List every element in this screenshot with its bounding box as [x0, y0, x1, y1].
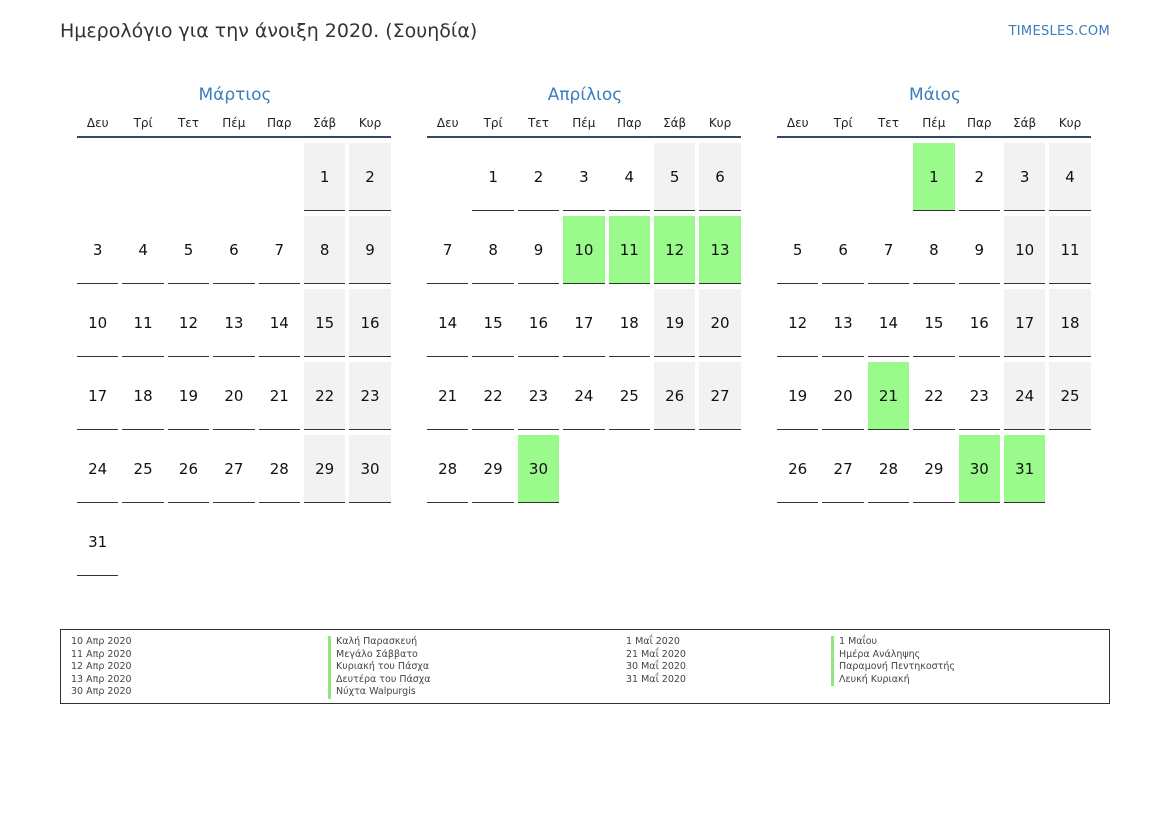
- day-cell: 22: [304, 362, 345, 430]
- legend-entry: Νύχτα Walpurgis: [328, 686, 431, 699]
- holiday-day-cell: 31: [1004, 435, 1045, 503]
- weekday-label: Τετ: [177, 116, 199, 130]
- day-cell: 16: [349, 289, 390, 357]
- weekday-label: Τετ: [877, 116, 899, 130]
- day-cell: 6: [213, 216, 254, 284]
- legend-names-1: [328, 636, 431, 699]
- empty-cell: [213, 143, 254, 211]
- month-april: [427, 84, 743, 503]
- day-cell: 22: [472, 362, 513, 430]
- holiday-day-cell: 11: [609, 216, 650, 284]
- weekday-label: Κυρ: [708, 116, 732, 130]
- weekday-label: Παρ: [266, 116, 292, 130]
- day-cell: 8: [913, 216, 954, 284]
- day-cell: 4: [122, 216, 163, 284]
- day-cell: 14: [427, 289, 468, 357]
- holiday-day-cell: 30: [959, 435, 1000, 503]
- day-cell: 26: [654, 362, 695, 430]
- day-cell: 23: [518, 362, 559, 430]
- weekday-label: Δευ: [86, 116, 109, 130]
- empty-cell: [868, 143, 909, 211]
- holiday-day-cell: 12: [654, 216, 695, 284]
- weekday-label: Δευ: [436, 116, 459, 130]
- legend-dates-2: [626, 636, 686, 686]
- day-cell: 2: [959, 143, 1000, 211]
- page-title: Ημερολόγιο για την άνοιξη 2020. (Σουηδία): [60, 20, 478, 42]
- weekday-label: Πέμ: [572, 116, 596, 130]
- day-cell: 7: [427, 216, 468, 284]
- day-cell: 24: [77, 435, 118, 503]
- legend-entry: Παραμονή Πεντηκοστής: [831, 661, 955, 674]
- day-grid: [77, 143, 393, 576]
- day-cell: 20: [213, 362, 254, 430]
- weekday-label: Δευ: [786, 116, 809, 130]
- day-cell: 25: [122, 435, 163, 503]
- legend-dates-1: [71, 636, 132, 699]
- legend-entry: 21 Μαΐ 2020: [626, 648, 686, 660]
- day-cell: 11: [1049, 216, 1090, 284]
- day-cell: 25: [609, 362, 650, 430]
- legend-entry: 1 Μαΐ 2020: [626, 636, 680, 647]
- day-cell: 15: [472, 289, 513, 357]
- day-cell: 28: [427, 435, 468, 503]
- legend-entry: Λευκή Κυριακή: [831, 674, 955, 687]
- day-cell: 5: [654, 143, 695, 211]
- weekday-label: Σάβ: [1013, 116, 1037, 130]
- day-cell: 19: [777, 362, 818, 430]
- day-cell: 5: [777, 216, 818, 284]
- day-grid: [427, 143, 743, 503]
- day-cell: 29: [472, 435, 513, 503]
- holiday-day-cell: 30: [518, 435, 559, 503]
- empty-cell: [427, 143, 468, 211]
- month-name: Απρίλιος: [547, 85, 623, 105]
- day-cell: 2: [349, 143, 390, 211]
- legend-entry: Δευτέρα του Πάσχα: [328, 674, 431, 687]
- empty-cell: [77, 143, 118, 211]
- day-cell: 20: [699, 289, 740, 357]
- weekday-header: [777, 116, 1091, 138]
- day-cell: 1: [472, 143, 513, 211]
- day-cell: 8: [304, 216, 345, 284]
- legend-entry: Ημέρα Ανάληψης: [831, 649, 955, 662]
- day-cell: 12: [168, 289, 209, 357]
- empty-cell: [822, 143, 863, 211]
- day-cell: 19: [654, 289, 695, 357]
- legend-entry: 13 Απρ 2020: [71, 673, 132, 685]
- month-may: [777, 84, 1093, 503]
- weekday-label: Τρί: [833, 116, 853, 130]
- day-cell: 14: [868, 289, 909, 357]
- weekday-header: [77, 116, 391, 138]
- day-cell: 16: [518, 289, 559, 357]
- day-cell: 8: [472, 216, 513, 284]
- day-cell: 26: [168, 435, 209, 503]
- day-cell: 10: [1004, 216, 1045, 284]
- day-cell: 22: [913, 362, 954, 430]
- day-cell: 14: [259, 289, 300, 357]
- day-cell: 13: [822, 289, 863, 357]
- day-cell: 30: [349, 435, 390, 503]
- brand-link[interactable]: TIMESLES.COM: [1008, 24, 1110, 39]
- day-grid: [777, 143, 1093, 503]
- day-cell: 4: [609, 143, 650, 211]
- day-cell: 28: [868, 435, 909, 503]
- day-cell: 17: [1004, 289, 1045, 357]
- weekday-label: Τρί: [483, 116, 503, 130]
- holiday-day-cell: 10: [563, 216, 604, 284]
- legend-entry: 31 Μαΐ 2020: [626, 673, 686, 685]
- day-cell: 26: [777, 435, 818, 503]
- weekday-label: Σάβ: [663, 116, 687, 130]
- weekday-label: Πέμ: [222, 116, 246, 130]
- day-cell: 24: [1004, 362, 1045, 430]
- day-cell: 7: [868, 216, 909, 284]
- empty-cell: [777, 143, 818, 211]
- day-cell: 9: [959, 216, 1000, 284]
- day-cell: 24: [563, 362, 604, 430]
- day-cell: 27: [699, 362, 740, 430]
- month-name: Μάιος: [908, 85, 961, 105]
- day-cell: 10: [77, 289, 118, 357]
- holiday-day-cell: 21: [868, 362, 909, 430]
- weekday-label: Κυρ: [1058, 116, 1082, 130]
- day-cell: 27: [822, 435, 863, 503]
- day-cell: 23: [349, 362, 390, 430]
- legend-names-2: [831, 636, 955, 686]
- day-cell: 31: [77, 508, 118, 576]
- weekday-label: Τετ: [527, 116, 549, 130]
- day-cell: 17: [563, 289, 604, 357]
- month-march: [77, 84, 393, 576]
- day-cell: 16: [959, 289, 1000, 357]
- day-cell: 5: [168, 216, 209, 284]
- day-cell: 4: [1049, 143, 1090, 211]
- day-cell: 29: [304, 435, 345, 503]
- day-cell: 25: [1049, 362, 1090, 430]
- day-cell: 9: [518, 216, 559, 284]
- legend-entry: 30 Μαΐ 2020: [626, 661, 686, 672]
- empty-cell: [122, 143, 163, 211]
- weekday-label: Τρί: [133, 116, 153, 130]
- legend-entry: 11 Απρ 2020: [71, 648, 132, 660]
- day-cell: 28: [259, 435, 300, 503]
- weekday-label: Πέμ: [922, 116, 946, 130]
- day-cell: 18: [122, 362, 163, 430]
- day-cell: 9: [349, 216, 390, 284]
- day-cell: 3: [1004, 143, 1045, 211]
- day-cell: 7: [259, 216, 300, 284]
- day-cell: 18: [609, 289, 650, 357]
- day-cell: 27: [213, 435, 254, 503]
- weekday-label: Σάβ: [313, 116, 337, 130]
- weekday-header: [427, 116, 741, 138]
- day-cell: 12: [777, 289, 818, 357]
- day-cell: 6: [699, 143, 740, 211]
- legend-entry: 30 Απρ 2020: [71, 686, 132, 697]
- day-cell: 11: [122, 289, 163, 357]
- day-cell: 2: [518, 143, 559, 211]
- day-cell: 19: [168, 362, 209, 430]
- day-cell: 23: [959, 362, 1000, 430]
- weekday-label: Κυρ: [358, 116, 382, 130]
- holiday-day-cell: 13: [699, 216, 740, 284]
- legend-entry: Κυριακή του Πάσχα: [328, 661, 431, 674]
- day-cell: 29: [913, 435, 954, 503]
- legend-entry: 10 Απρ 2020: [71, 636, 132, 647]
- day-cell: 3: [563, 143, 604, 211]
- day-cell: 3: [77, 216, 118, 284]
- month-name: Μάρτιος: [198, 85, 272, 105]
- weekday-label: Παρ: [616, 116, 642, 130]
- day-cell: 1: [304, 143, 345, 211]
- legend-entry: 1 Μαΐου: [831, 636, 955, 649]
- empty-cell: [168, 143, 209, 211]
- day-cell: 21: [427, 362, 468, 430]
- empty-cell: [259, 143, 300, 211]
- day-cell: 13: [213, 289, 254, 357]
- legend-entry: 12 Απρ 2020: [71, 661, 132, 672]
- holiday-day-cell: 1: [913, 143, 954, 211]
- weekday-label: Παρ: [966, 116, 992, 130]
- holiday-legend: [60, 629, 1110, 704]
- legend-entry: Καλή Παρασκευή: [328, 636, 431, 649]
- day-cell: 6: [822, 216, 863, 284]
- day-cell: 20: [822, 362, 863, 430]
- day-cell: 15: [913, 289, 954, 357]
- legend-entry: Μεγάλο Σάββατο: [328, 649, 431, 662]
- day-cell: 21: [259, 362, 300, 430]
- day-cell: 15: [304, 289, 345, 357]
- day-cell: 18: [1049, 289, 1090, 357]
- day-cell: 17: [77, 362, 118, 430]
